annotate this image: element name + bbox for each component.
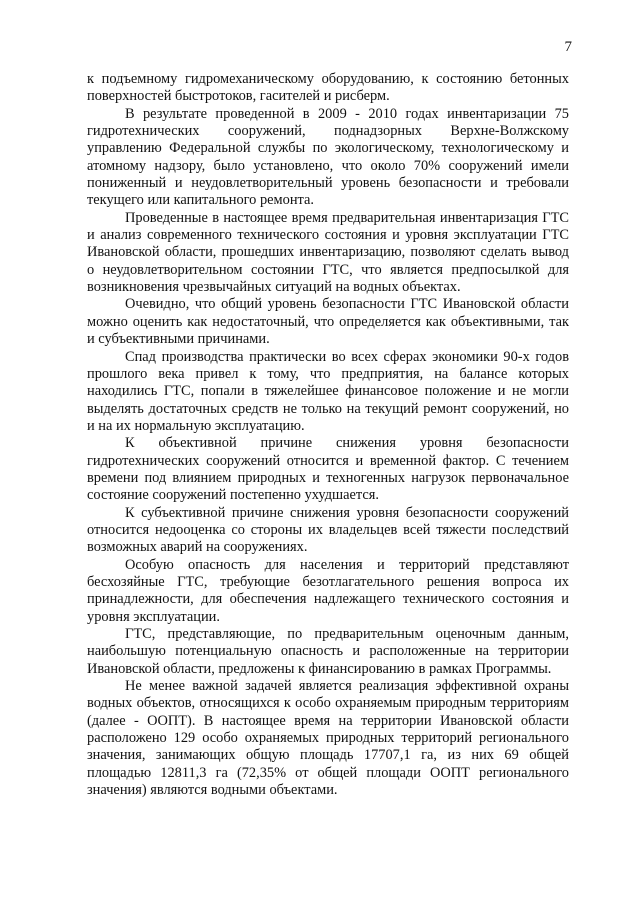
paragraph-protected-territories: Не менее важной задачей является реализация эффективной охраны водных объектов, относящихся к особо охраняемым природным территориям (далее - ООПТ). В настоящее время на территории Ивановской области расположено 129 особо охраняемых природных территорий регионального значения, занимающих общую площадь 17707,1 га, из них 69 общей площадью 12811,3 га (72,35% от общей площади ООПТ регионального значения) являются водными объектами.: [87, 678, 569, 799]
paragraph-ownerless-structures: Особую опасность для населения и территорий представляют бесхозяйные ГТС, требующие безотлагательного решения вопроса их принадлежности, для обеспечения надлежащего технического состояния и уровня эксплуатации.: [87, 556, 569, 625]
page-number: 7: [564, 39, 572, 55]
paragraph-production-decline: Спад производства практически во всех сферах экономики 90-х годов прошлого века привел к тому, что предприятия, на балансе которых находились ГТС, попали в тяжелейшее финансовое положение и не могли выделять достаточных средств не только на текущий ремонт сооружений, но и на их нормальную эксплуатацию.: [87, 348, 569, 434]
paragraph-preliminary-inventory: Проведенные в настоящее время предварительная инвентаризация ГТС и анализ современного технического состояния и уровня эксплуатации ГТС Ивановской области, прошедших инвентаризацию, позволяют сделать вывод о неудовлетворительном состоянии ГТС, что является предпосылкой для возникновения чрезвычайных ситуаций на водных объектах.: [87, 209, 569, 296]
paragraph-objective-cause: К объективной причине снижения уровня безопасности гидротехнических сооружений относится и временной фактор. С течением времени под влиянием природных и техногенных нагрузок первоначальное состояние сооружений постепенно ухудшается.: [87, 435, 569, 504]
paragraph-safety-level: Очевидно, что общий уровень безопасности ГТС Ивановской области можно оценить как недостаточный, что определяется как объективными, так и субъективными причинами.: [87, 296, 569, 348]
paragraph-subjective-cause: К субъективной причине снижения уровня безопасности сооружений относится недооценка со стороны их владельцев всей тяжести последствий возможных аварий на сооружениях.: [87, 504, 569, 556]
paragraph-program-financing: ГТС, представляющие, по предварительным оценочным данным, наибольшую потенциальную опасность и расположенные на территории Ивановской области, предложены к финансированию в рамках Программы.: [87, 626, 569, 677]
document-body: [87, 71, 569, 799]
paragraph-continuation: к подъемному гидромеханическому оборудованию, к состоянию бетонных поверхностей быстротоков, гасителей и рисберм.: [87, 71, 569, 105]
paragraph-inventory-results: В результате проведенной в 2009 - 2010 годах инвентаризации 75 гидротехнических сооружений, поднадзорных Верхне-Волжскому управлению Федеральной службы по экологическому, технологическому и атомному надзору, было установлено, что около 70% сооружений имели пониженный и неудовлетворительный уровень безопасности и требовали текущего или капитального ремонта.: [87, 105, 569, 209]
